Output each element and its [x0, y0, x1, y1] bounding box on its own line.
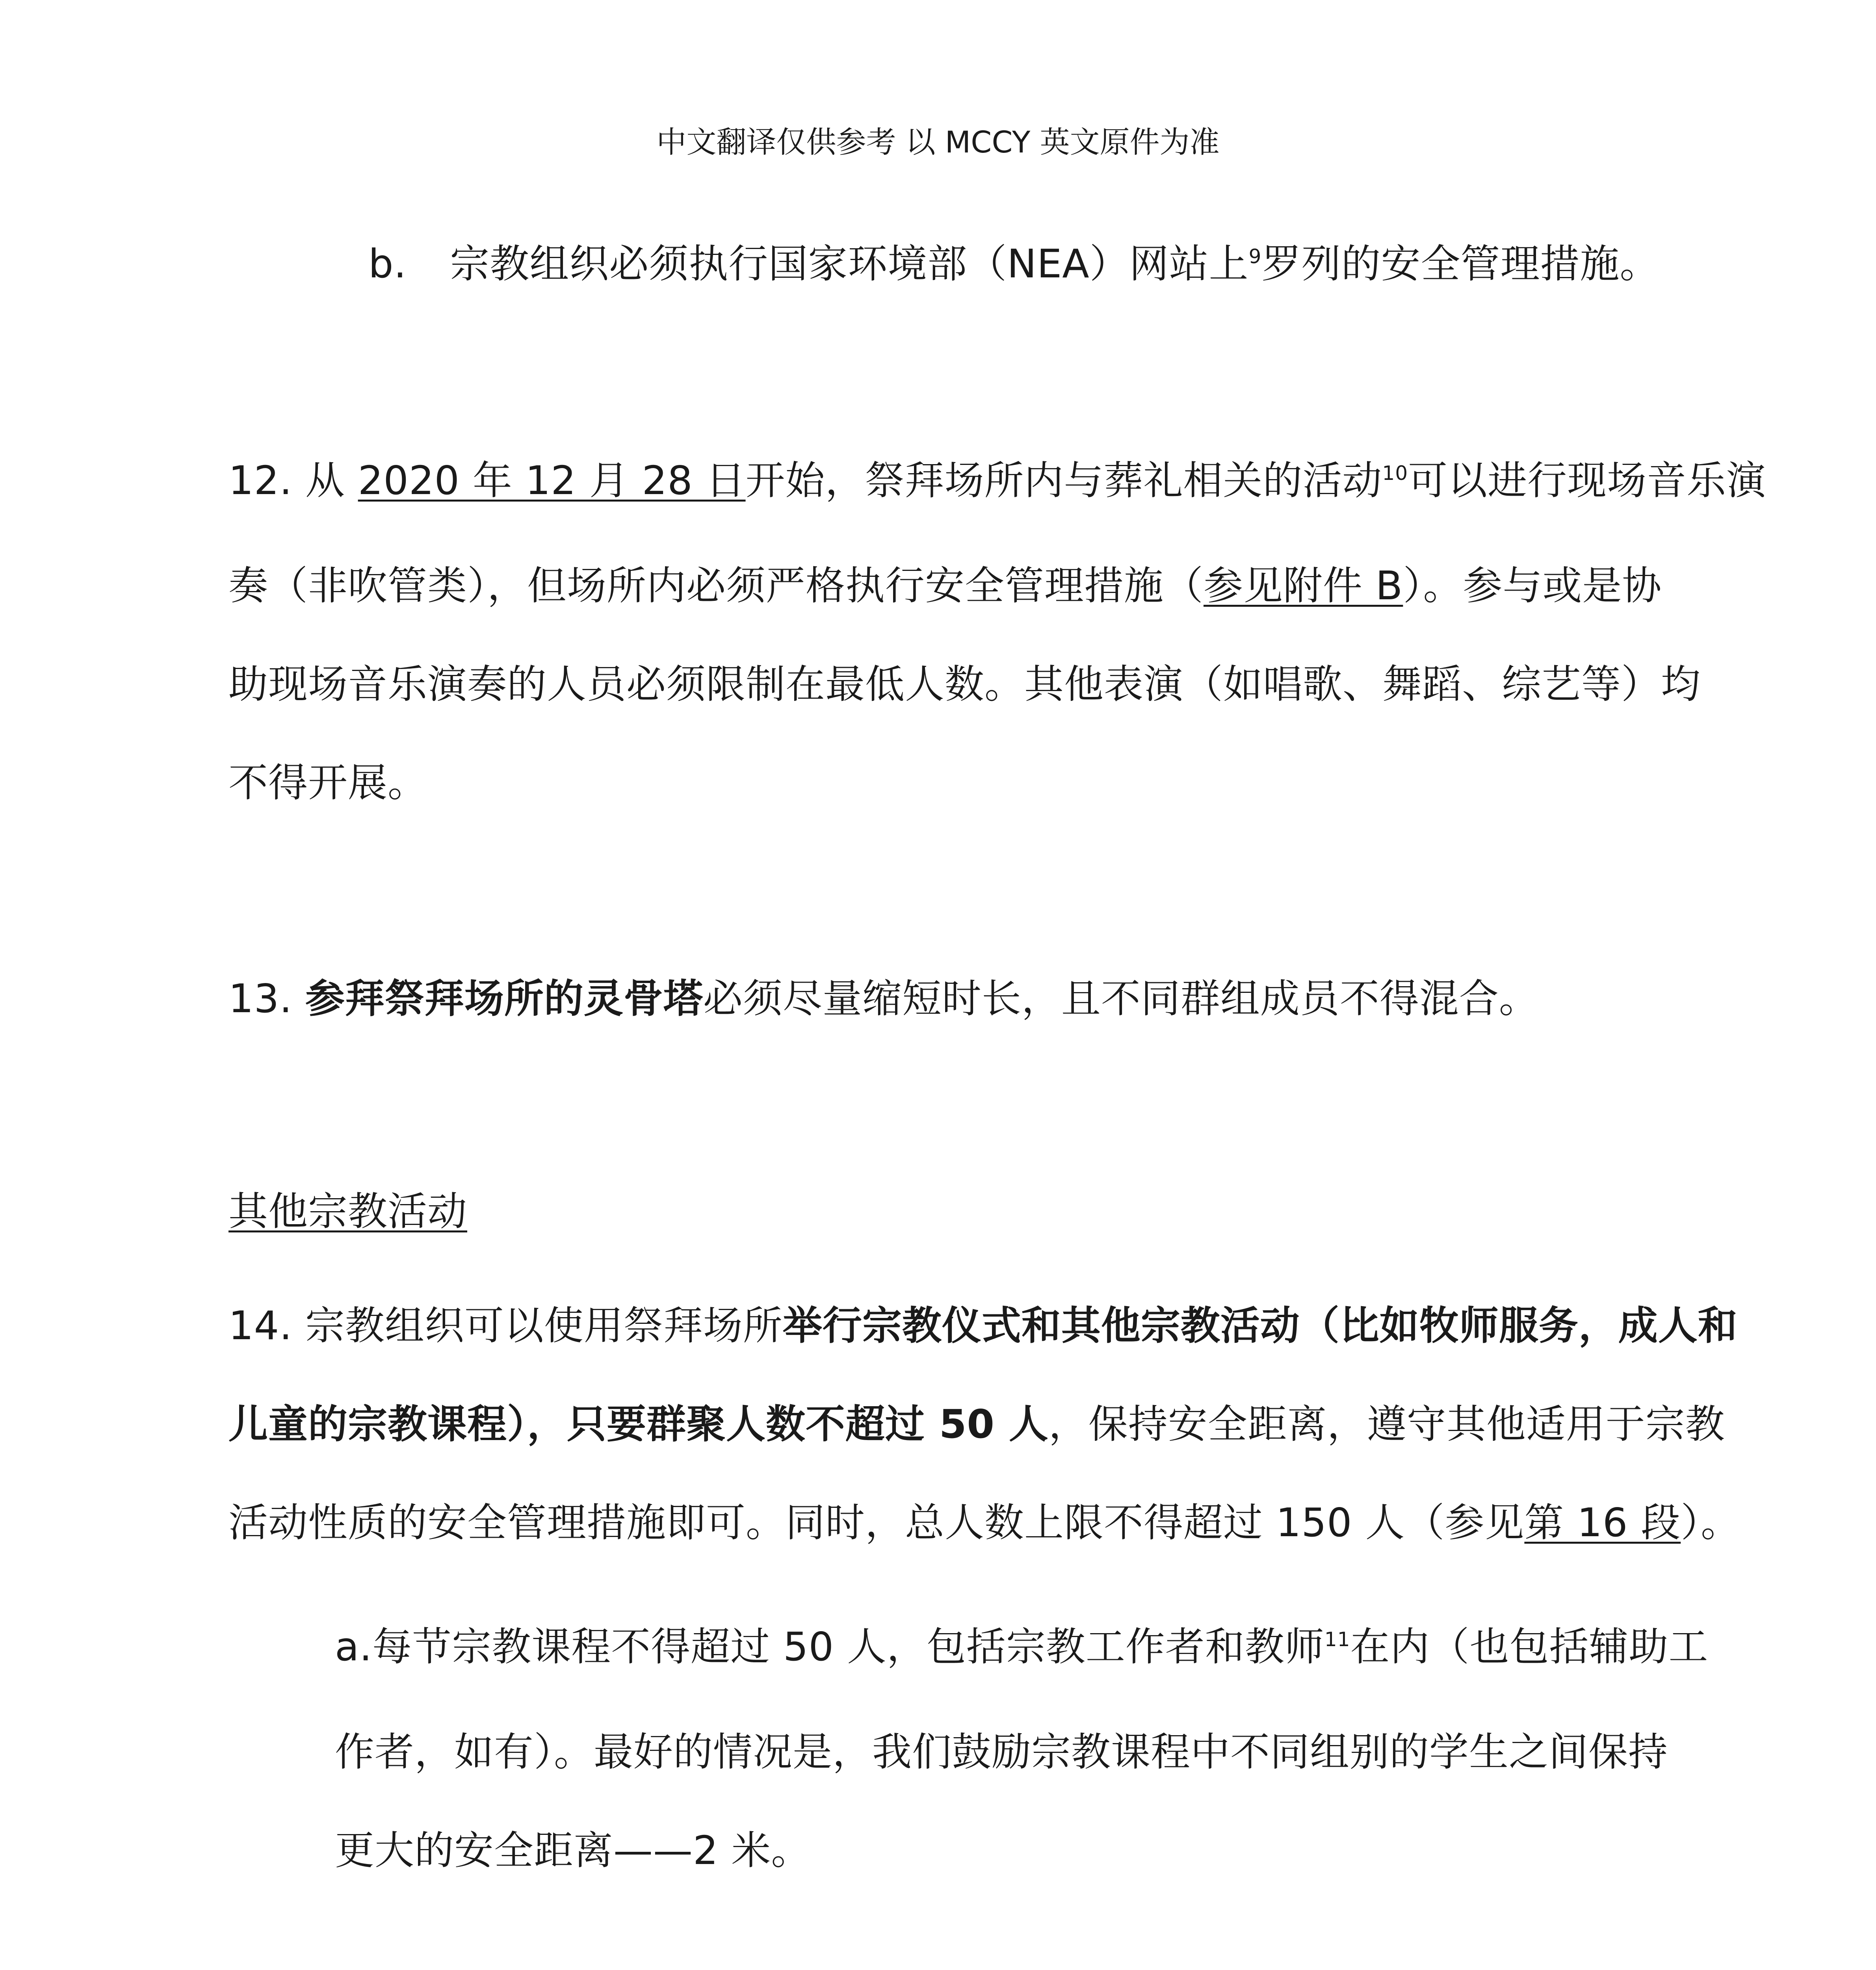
list-marker: b.	[368, 241, 407, 287]
para-line: 不得开展。	[228, 760, 427, 806]
item-a-line: 更大的安全距离——2 米。	[335, 1827, 811, 1873]
para-text: 可以进行现场音乐演	[1408, 457, 1766, 504]
para-number: 14.	[228, 1303, 305, 1349]
effective-date: 2020 年 12 月 28 日	[358, 457, 746, 504]
item-b-text-tail: 罗列的安全管理措施。	[1261, 241, 1660, 287]
para-text: ）。参与或是协	[1403, 563, 1662, 609]
para-text: ，保持安全距离，遵守其他适用于宗教	[1048, 1401, 1725, 1447]
item-a-text: a.每节宗教课程不得超过 50 人，包括宗教工作者和教师	[335, 1624, 1324, 1670]
para-text: 开始，祭拜场所内与葬礼相关的活动	[745, 457, 1382, 504]
para-bold-text: 儿童的宗教课程），只要群聚人数不超过 50 人	[228, 1401, 1049, 1447]
item-b-text: 宗教组织必须执行国家环境部（NEA）网站上	[450, 241, 1249, 287]
footnote-ref-9[interactable]: 9	[1248, 245, 1262, 268]
para-text: 奏（非吹管类），但场所内必须严格执行安全管理措施（	[228, 563, 1204, 609]
footnote-ref-10[interactable]: 10	[1382, 462, 1408, 485]
annex-b-link[interactable]: 参见附件 B	[1204, 563, 1403, 609]
page-header: 中文翻译仅供参考 以 MCCY 英文原件为准	[656, 125, 1220, 160]
para-text: 活动性质的安全管理措施即可。同时，总人数上限不得超过 150 人（参见	[228, 1500, 1525, 1546]
list-item-a	[335, 1598, 1709, 1900]
para-number: 13.	[228, 976, 305, 1022]
paragraph-16-link[interactable]: 第 16 段	[1524, 1500, 1681, 1546]
list-item-b	[368, 215, 1659, 320]
item-a-text: 在内（也包括辅助工	[1350, 1624, 1709, 1670]
paragraph-12	[228, 431, 1766, 832]
footnote-ref-11[interactable]: 11	[1324, 1628, 1350, 1651]
item-a-line: 作者，如有）。最好的情况是，我们鼓励宗教课程中不同组别的学生之间保持	[335, 1729, 1668, 1775]
para-number: 12. 从	[228, 457, 358, 504]
section-heading: 其他宗教活动	[228, 1188, 467, 1234]
paragraph-13	[228, 950, 1539, 1048]
para-text: 必须尽量缩短时长，且不同群组成员不得混合。	[703, 976, 1539, 1022]
para-text: ）。	[1681, 1500, 1741, 1546]
para-bold-text: 举行宗教仪式和其他宗教活动（比如牧师服务，成人和	[782, 1303, 1738, 1349]
para-line: 助现场音乐演奏的人员必须限制在最低人数。其他表演（如唱歌、舞蹈、综艺等）均	[228, 661, 1701, 707]
para-text: 宗教组织可以使用祭拜场所	[305, 1303, 783, 1349]
para-bold-text: 参拜祭拜场所的灵骨塔	[305, 976, 703, 1022]
paragraph-14	[228, 1277, 1741, 1572]
